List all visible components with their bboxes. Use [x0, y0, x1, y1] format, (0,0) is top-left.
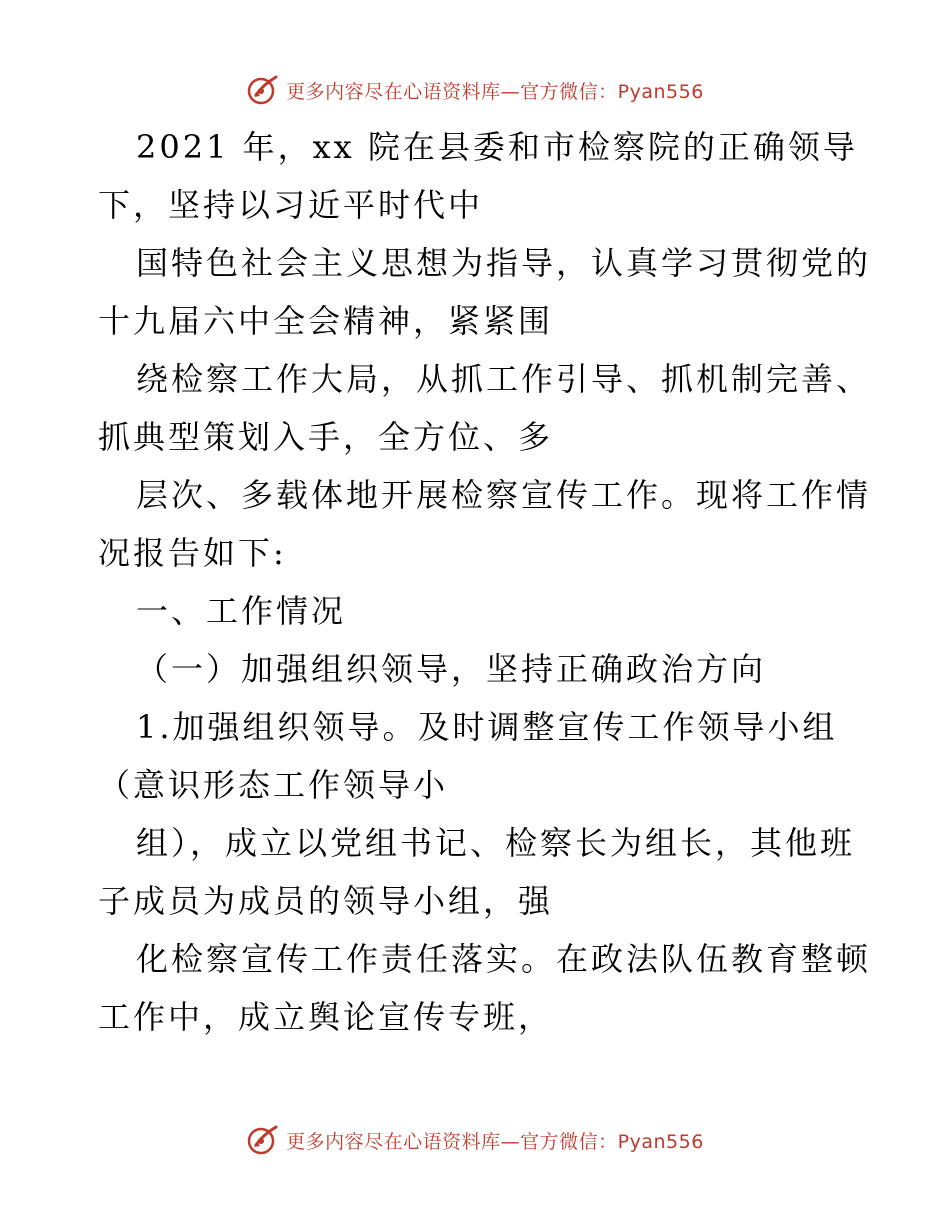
- banner-separator: —: [500, 1130, 521, 1153]
- body-line: 抓典型策划入手，全方位、多: [98, 418, 554, 456]
- banner-wechat-label: 官方微信：Pyan556: [520, 80, 704, 103]
- section-heading: 一、工作情况: [136, 592, 347, 630]
- banner-wechat-label: 官方微信：Pyan556: [520, 1130, 704, 1153]
- header-banner-text: [286, 77, 704, 104]
- brush-logo-icon: [246, 73, 280, 107]
- banner-separator: —: [500, 80, 521, 103]
- header-banner: [0, 70, 950, 110]
- body-line: 组），成立以党组书记、检察长为组长，其他班: [136, 824, 856, 862]
- footer-banner: [0, 1120, 950, 1160]
- footer-banner-text: [286, 1127, 704, 1154]
- body-line: 工作中，成立舆论宣传专班，: [98, 998, 554, 1036]
- subsection-heading: （一）加强组织领导，坚持正确政治方向: [136, 650, 767, 688]
- header-banner-inner: [246, 73, 704, 107]
- body-line: 化检察宣传工作责任落实。在政法队伍教育整顿: [136, 940, 872, 978]
- body-line: 下，坚持以习近平时代中: [98, 186, 484, 224]
- body-line: 1.加强组织领导。及时调整宣传工作领导小组: [136, 708, 838, 746]
- body-line: 况报告如下:: [98, 534, 287, 572]
- footer-banner-inner: [246, 1123, 704, 1157]
- brush-logo-icon: [246, 1123, 280, 1157]
- body-line: 子成员为成员的领导小组，强: [98, 882, 554, 920]
- body-line: 十九届六中全会精神，紧紧围: [98, 302, 554, 340]
- banner-main-text: 更多内容尽在心语资料库: [286, 1130, 501, 1153]
- body-line: 绕检察工作大局，从抓工作引导、抓机制完善、: [136, 360, 872, 398]
- body-line: 2021 年，xx 院在县委和市检察院的正确领导: [136, 128, 858, 166]
- body-line: 国特色社会主义思想为指导，认真学习贯彻党的: [136, 244, 872, 282]
- body-line: 层次、多载体地开展检察宣传工作。现将工作情: [136, 476, 872, 514]
- body-line: （意识形态工作领导小: [98, 766, 449, 804]
- document-body: [98, 118, 872, 1046]
- banner-main-text: 更多内容尽在心语资料库: [286, 80, 501, 103]
